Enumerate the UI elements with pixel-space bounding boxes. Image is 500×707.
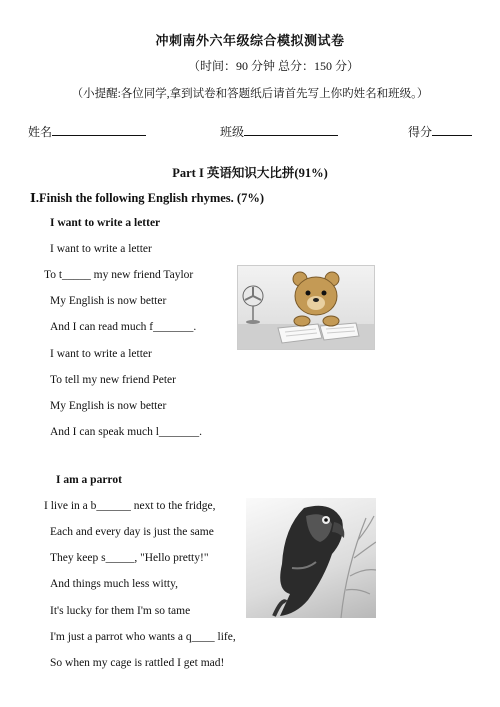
- rhyme2-line: So when my cage is rattled I get mad!: [50, 657, 225, 669]
- class-blank: [244, 124, 338, 136]
- rhyme2-line: And things much less witty,: [50, 578, 178, 590]
- section-heading: Ⅰ.Finish the following English rhymes. (7%): [30, 191, 264, 205]
- rhyme2-line: I'm just a parrot who wants a q____ life,: [50, 631, 236, 643]
- rhyme1-line: My English is now better: [50, 400, 167, 412]
- rhyme2-title: I am a parrot: [56, 474, 122, 486]
- rhyme2-line: I live in a b______ next to the fridge,: [44, 500, 216, 512]
- rhyme2-line: They keep s_____, "Hello pretty!": [50, 552, 209, 564]
- score-blank: [432, 124, 472, 136]
- rhyme1-line: And I can read much f_______.: [50, 321, 197, 333]
- rhyme1-line: To tell my new friend Peter: [50, 374, 176, 386]
- rhyme2-line: It's lucky for them I'm so tame: [50, 605, 191, 617]
- rhyme1-line: And I can speak much l_______.: [50, 426, 203, 438]
- reminder-note: （小提醒:各位同学,拿到试卷和答题纸后请首先写上你旳姓名和班级。）: [71, 88, 429, 100]
- class-field: [220, 123, 338, 140]
- page-title: 冲刺南外六年级综合模拟测试卷: [155, 33, 345, 48]
- name-label: 姓名: [28, 125, 53, 139]
- score-label: 得分: [408, 125, 433, 139]
- rhyme1-line: To t_____ my new friend Taylor: [44, 269, 194, 281]
- bear-writing-icon: [238, 266, 374, 349]
- bear-illustration: [237, 265, 375, 350]
- palm-leaves-icon: [341, 516, 376, 618]
- parrot-icon: [246, 498, 376, 618]
- rhyme1-line: My English is now better: [50, 295, 167, 307]
- fan-icon: [243, 286, 263, 324]
- rhyme1-line: I want to write a letter: [50, 243, 152, 255]
- parrot-photo: [246, 498, 376, 618]
- name-field: [28, 123, 146, 140]
- part-heading: Part I 英语知识大比拼(91%): [172, 166, 328, 180]
- rhyme1-line: I want to write a letter: [50, 348, 152, 360]
- score-field: [408, 123, 472, 140]
- rhyme1-title: I want to write a letter: [50, 217, 161, 229]
- bear-icon: [293, 272, 339, 326]
- time-info: （时间：90 分钟 总分：150 分）: [188, 59, 360, 73]
- rhyme2-line: Each and every day is just the same: [50, 526, 214, 538]
- name-blank: [52, 124, 146, 136]
- class-label: 班级: [220, 125, 245, 139]
